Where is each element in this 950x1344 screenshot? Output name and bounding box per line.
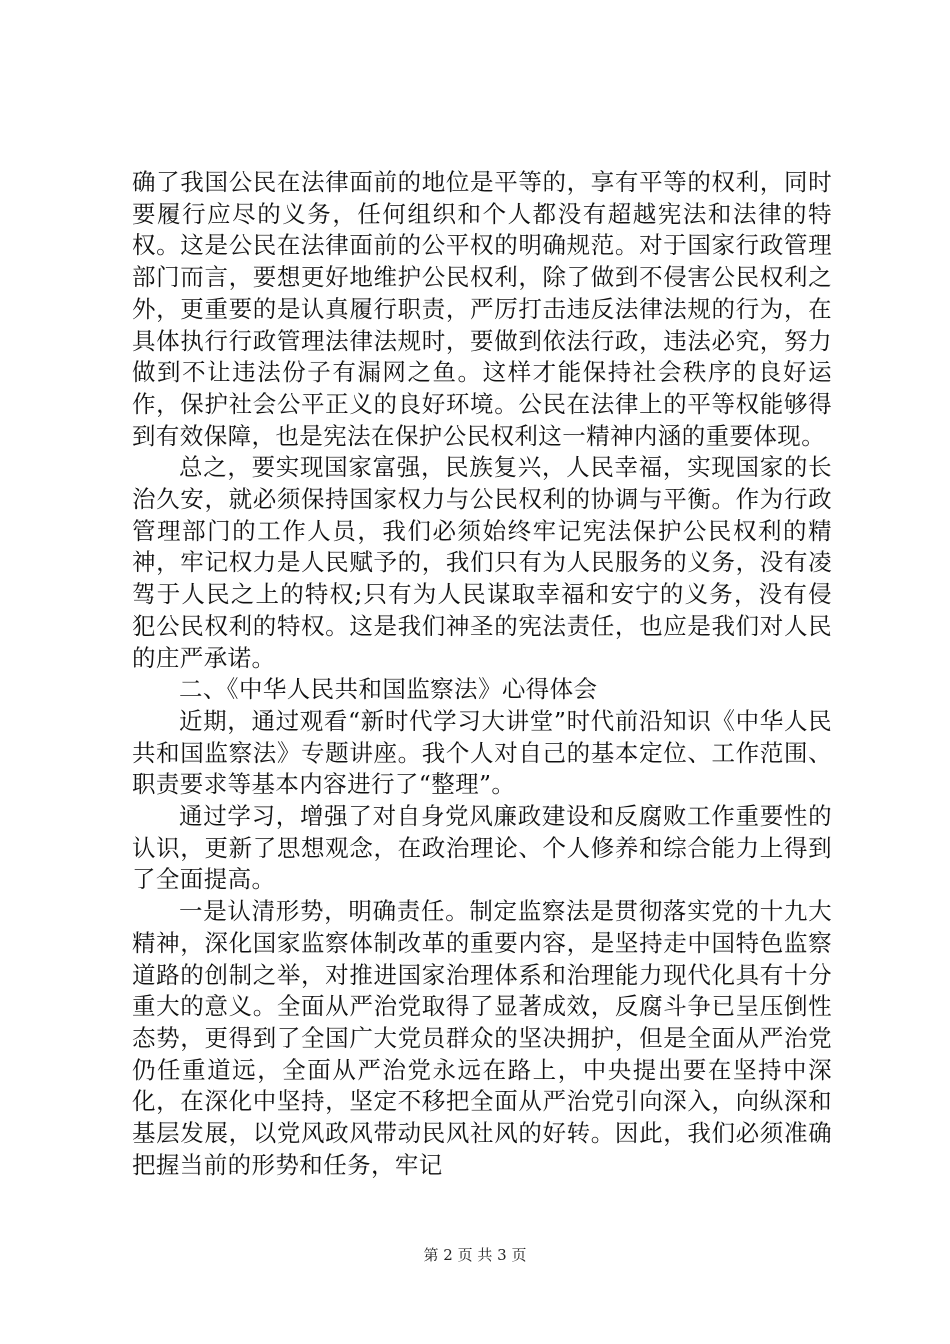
paragraph-conclusion: 总之，要实现国家富强，民族复兴，人民幸福，实现国家的长治久安，就必须保持国家权力与公民权利的协调与平衡。作为行政管理部门的工作人员，我们必须始终牢记宪法保护公民权利的精神，牢记权力是人民赋予的，我们只有为人民服务的义务，没有凌驾于人民之上的特权;只有为人民谋取幸福和安宁的义务，没有侵犯公民权利的特权。这是我们神圣的宪法责任，也应是我们对人民的庄严承诺。	[132, 453, 832, 672]
paragraph-learning-outcome: 通过学习，增强了对自身党风廉政建设和反腐败工作重要性的认识，更新了思想观念，在政治理论、个人修养和综合能力上得到了全面提高。	[132, 802, 832, 894]
paragraph-lecture-intro: 近期，通过观看“新时代学习大讲堂”时代前沿知识《中华人民共和国监察法》专题讲座。我个人对自己的基本定位、工作范围、职责要求等基本内容进行了“整理”。	[132, 706, 832, 799]
paragraph-constitution-equality: 确了我国公民在法律面前的地位是平等的，享有平等的权利，同时要履行应尽的义务，任何组织和个人都没有超越宪法和法律的特权。这是公民在法律面前的公平权的明确规范。对于国家行政管理部门而言，要想更好地维护公民权利，除了做到不侵害公民权利之外，更重要的是认真履行职责，严厉打击违反法律法规的行为，在具体执行行政管理法律法规时，要做到依法行政，违法必究，努力做到不让违法份子有漏网之鱼。这样才能保持社会秩序的良好运作，保护社会公平正义的良好环境。公民在法律上的平等权能够得到有效保障，也是宪法在保护公民权利这一精神内涵的重要体现。	[132, 168, 832, 450]
paragraph-first-point: 一是认清形势，明确责任。制定监察法是贯彻落实党的十九大精神，深化国家监察体制改革的重要内容，是坚持走中国特色监察道路的创制之举，对推进国家治理体系和治理能力现代化具有十分重大的意义。全面从严治党取得了显著成效，反腐斗争已呈压倒性态势，更得到了全国广大党员群众的坚决拥护，但是全面从严治党仍任重道远，全面从严治党永远在路上，中央提出要在坚持中深化，在深化中坚持，坚定不移把全面从严治党引向深入，向纵深和基层发展，以党风政风带动民风社风的好转。因此，我们必须准确把握当前的形势和任务，牢记	[132, 897, 832, 1179]
section-heading-supervision-law: 二、《中华人民共和国监察法》心得体会	[179, 675, 598, 704]
page-footer: 第 2 页 共 3 页	[423, 1246, 527, 1264]
document-body	[132, 167, 832, 1182]
